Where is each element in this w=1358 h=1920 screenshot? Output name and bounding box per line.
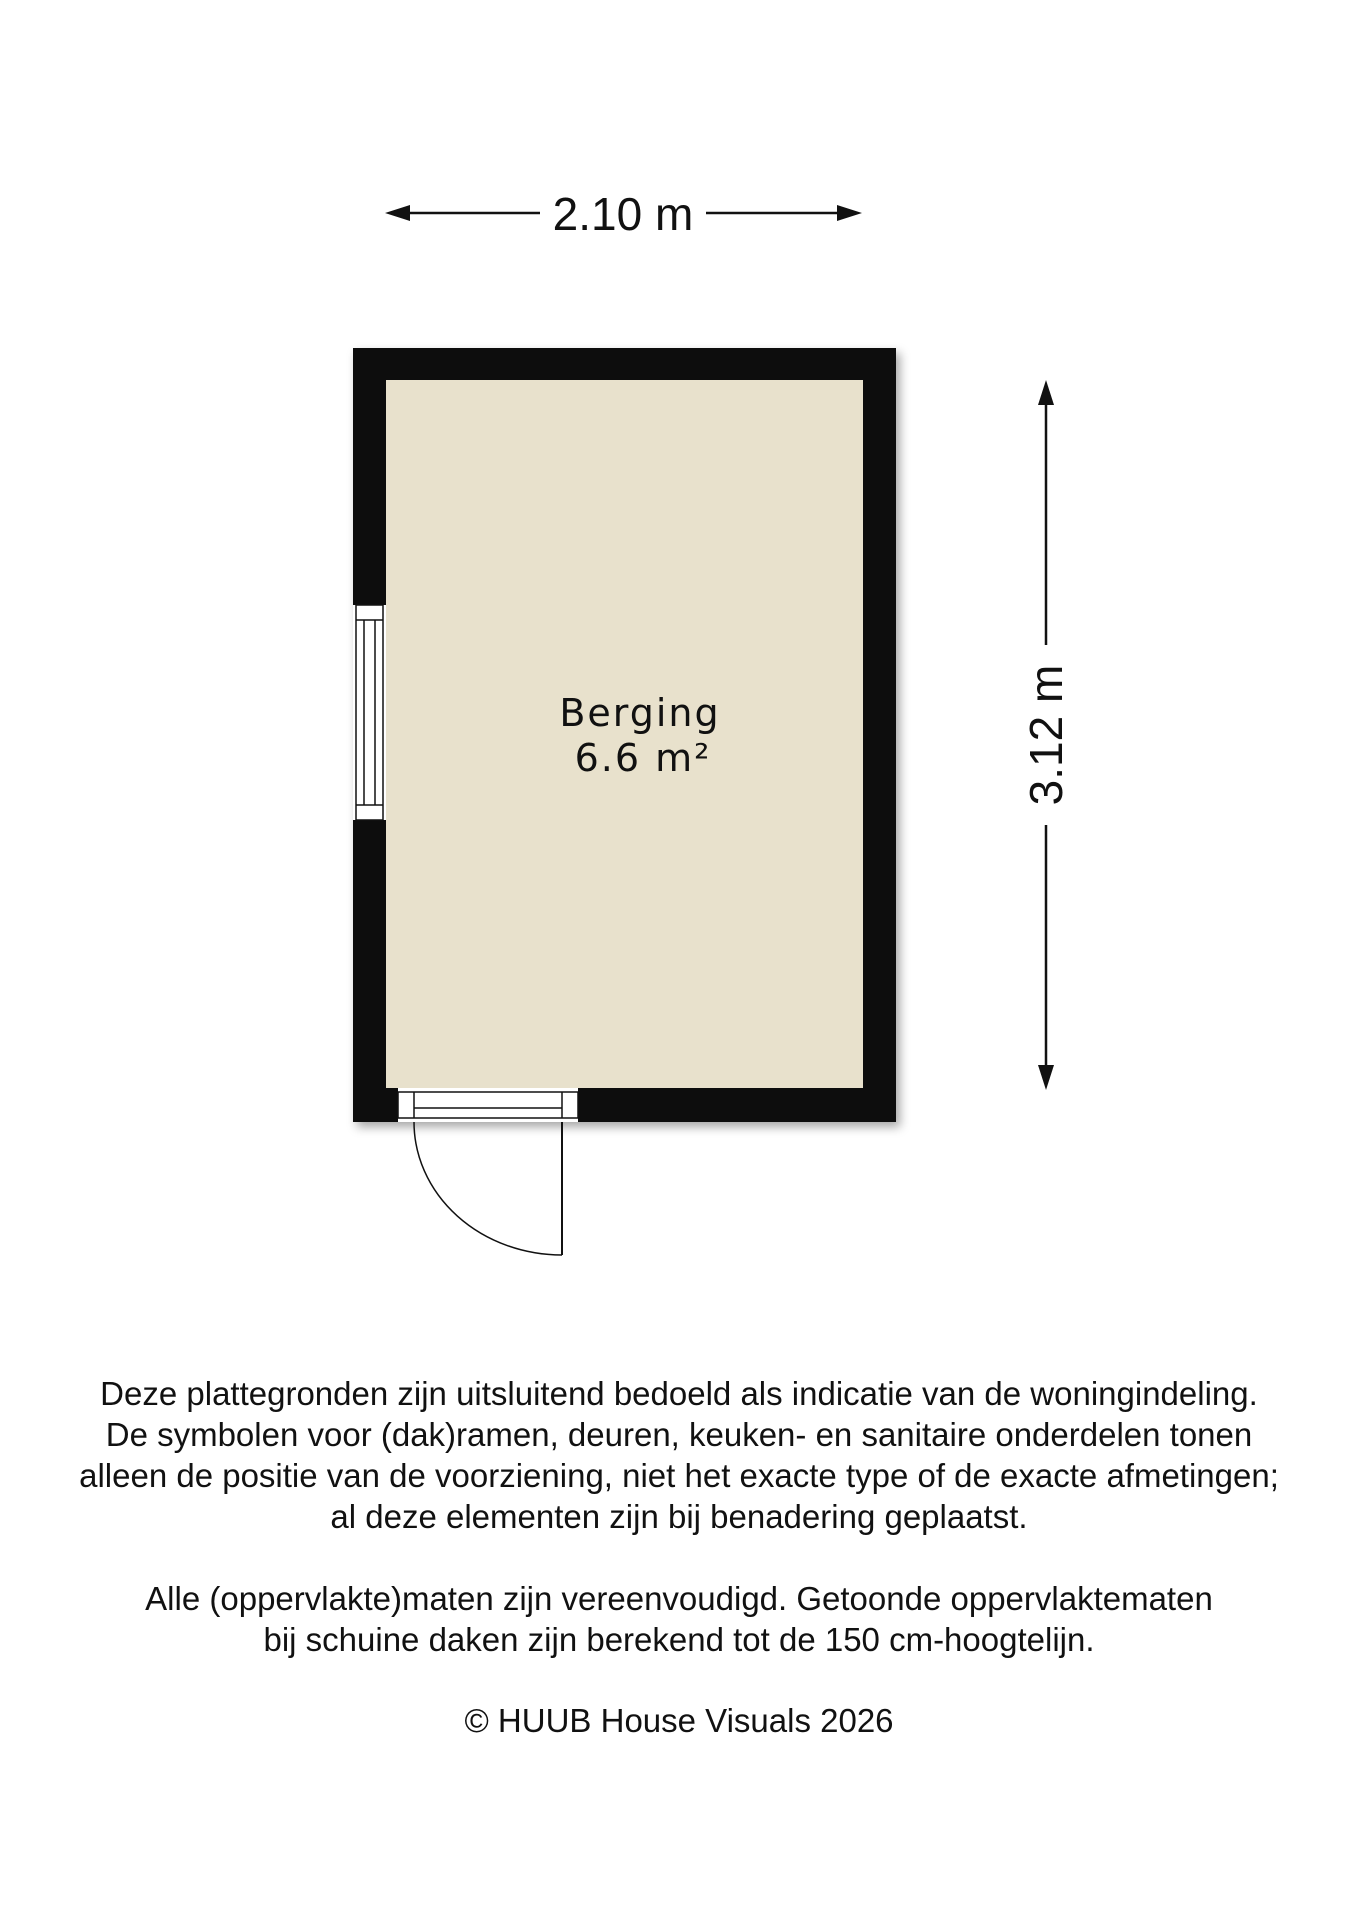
- disclaimer-line: al deze elementen zijn bij benadering geplaatst.: [330, 1498, 1028, 1535]
- disclaimer-paragraph: [0, 1373, 1358, 1537]
- measurement-note: [0, 1578, 1358, 1660]
- disclaimer-line: Deze plattegronden zijn uitsluitend bedoeld als indicatie van de woningindeling.: [100, 1375, 1258, 1412]
- door-icon: [398, 1088, 578, 1255]
- note-line: Alle (oppervlakte)maten zijn vereenvoudigd. Getoonde oppervlaktematen: [145, 1580, 1213, 1617]
- room-area: 6.6 m²: [574, 736, 712, 780]
- room-storage: [353, 348, 896, 1255]
- window-icon: [353, 605, 386, 820]
- width-label: 2.10 m: [552, 188, 694, 240]
- width-dimension: [385, 188, 862, 240]
- disclaimer-line: alleen de positie van de voorziening, niet het exacte type of de exacte afmetingen;: [79, 1457, 1279, 1494]
- copyright-notice: [0, 1700, 1358, 1741]
- note-line: bij schuine daken zijn berekend tot de 150 cm-hoogtelijn.: [263, 1621, 1095, 1658]
- disclaimer-line: De symbolen voor (dak)ramen, deuren, keuken- en sanitaire onderdelen tonen: [105, 1416, 1253, 1453]
- height-dimension: [1020, 380, 1072, 1090]
- copyright-text: © HUUB House Visuals 2026: [464, 1702, 894, 1739]
- room-name: Berging: [559, 691, 721, 735]
- height-label: 3.12 m: [1020, 664, 1072, 806]
